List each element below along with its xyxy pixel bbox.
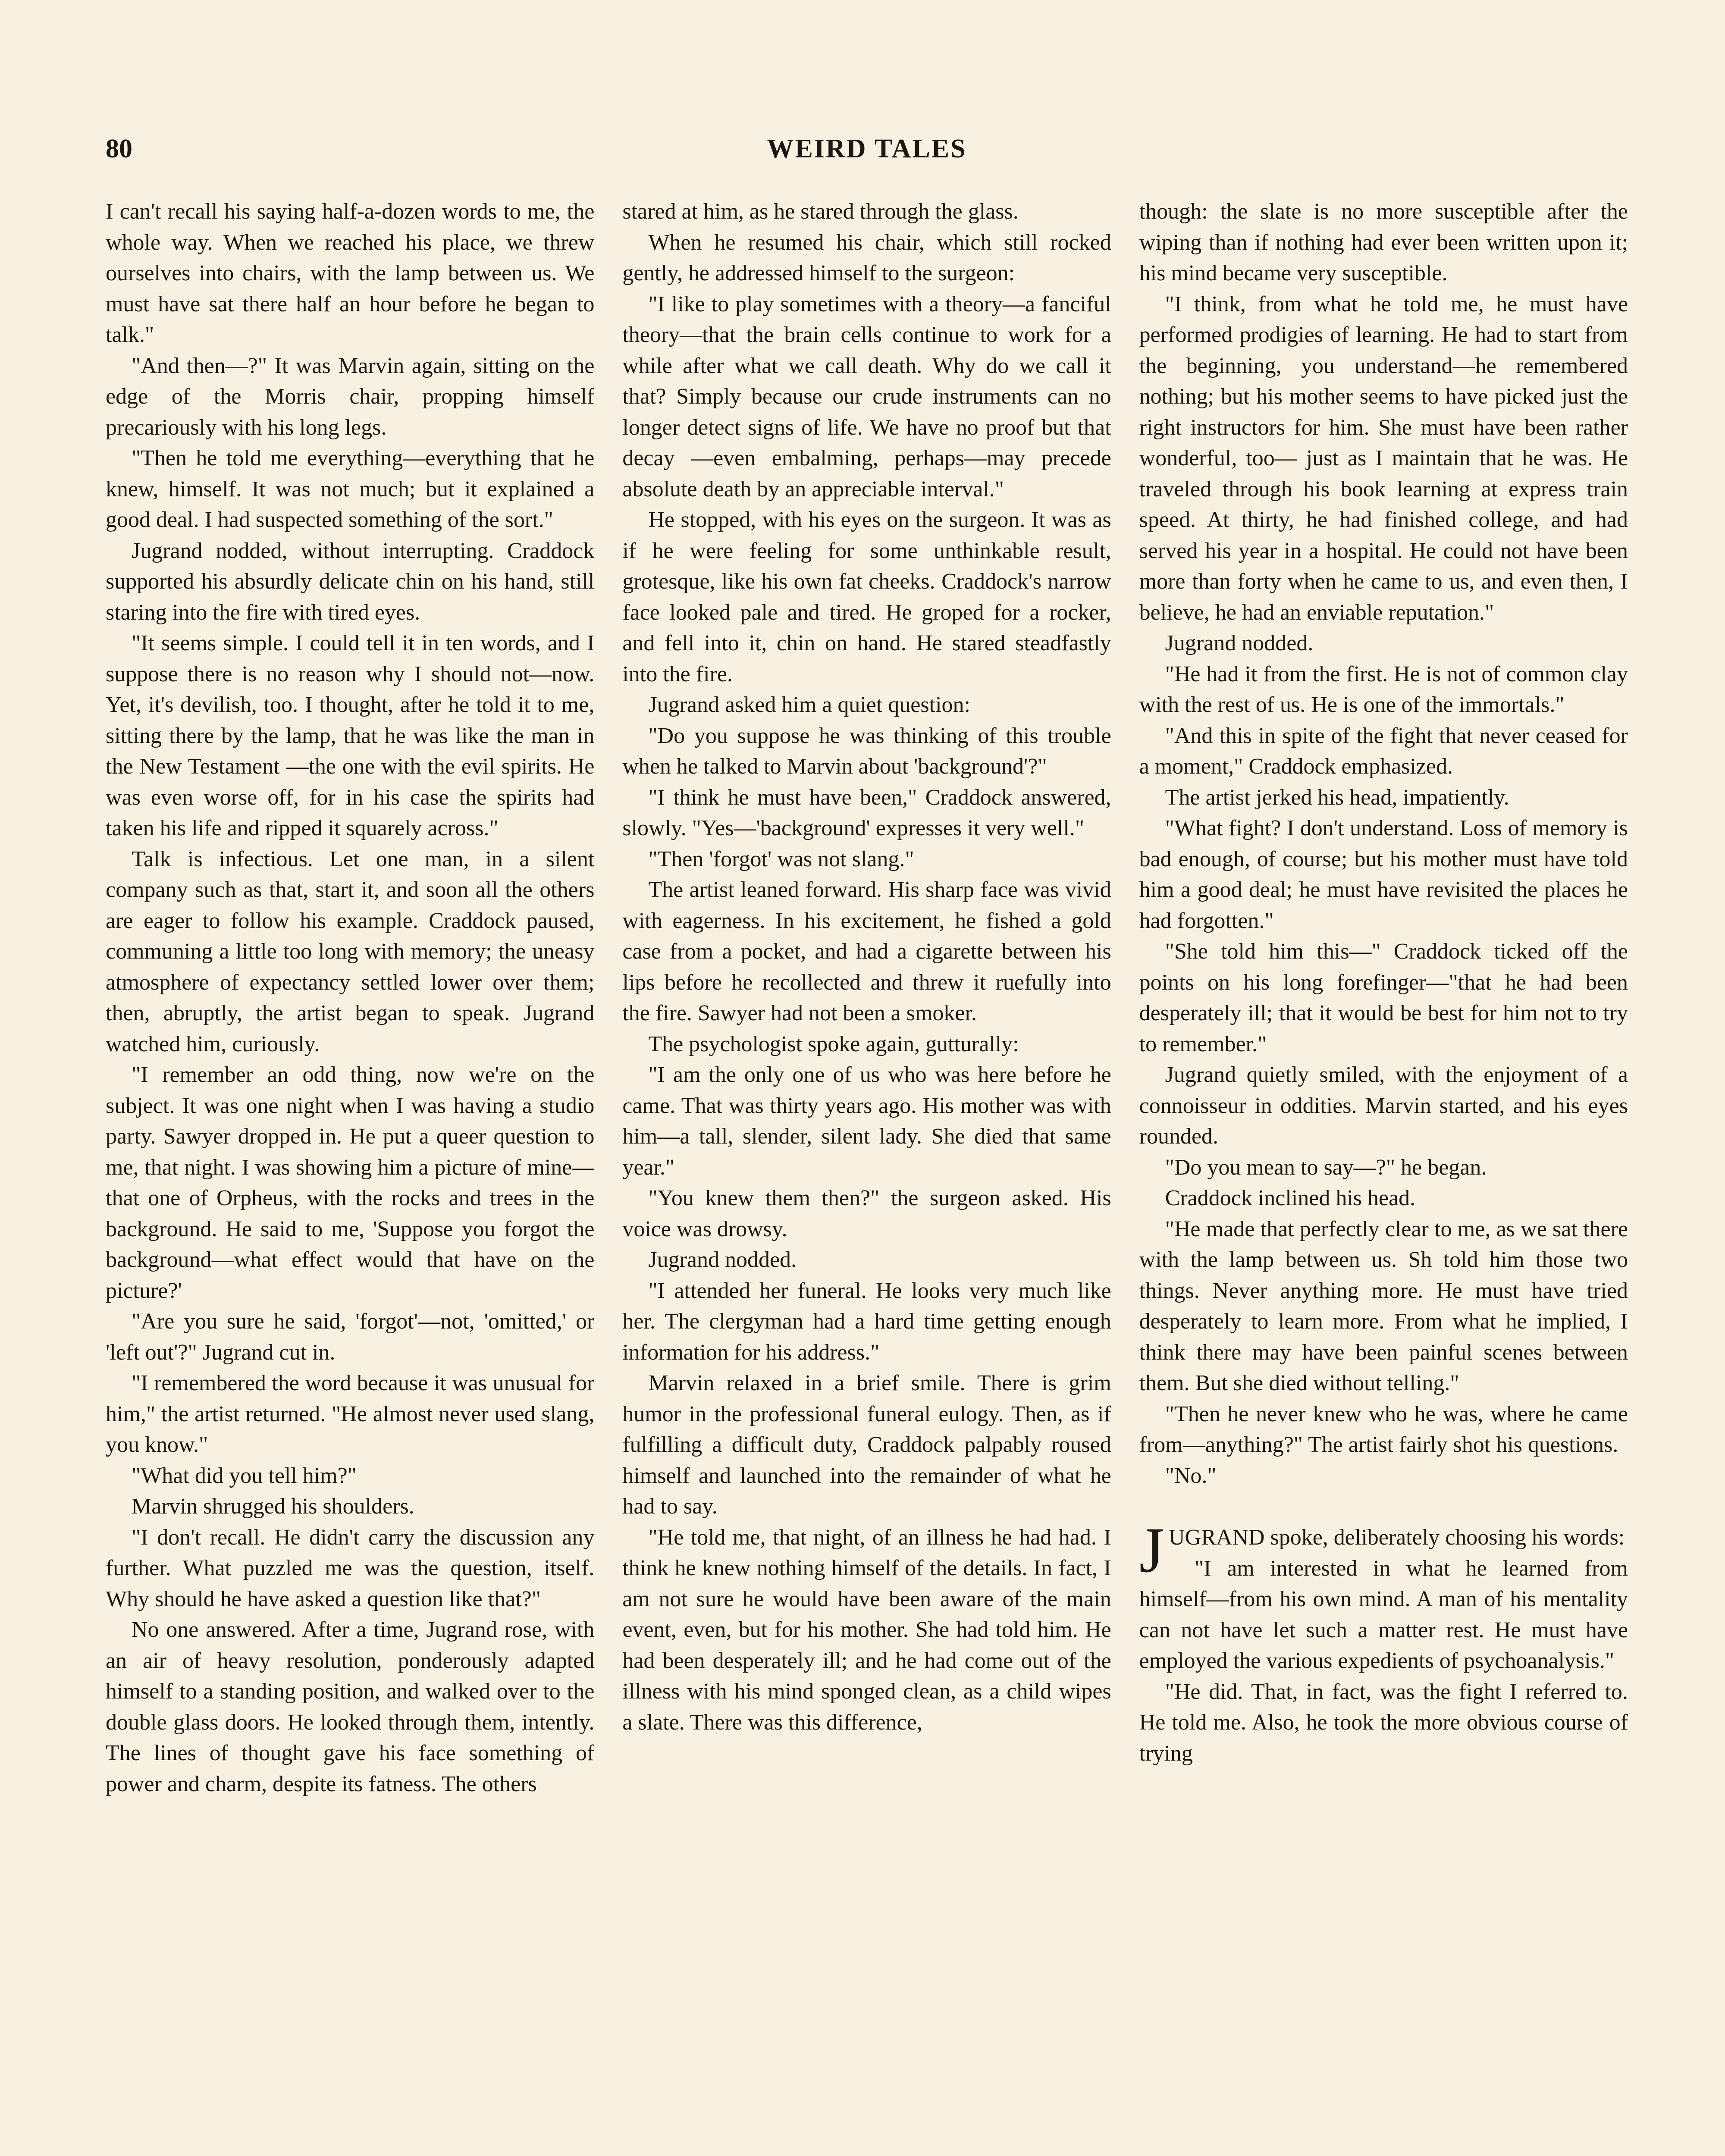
paragraph-text: UGRAND spoke, deliberately choosing his words: [1169, 1525, 1625, 1550]
paragraph [106, 1522, 594, 1615]
paragraph [106, 1306, 594, 1368]
paragraph [106, 1059, 594, 1306]
paragraph-text: Jugrand nodded. [1165, 631, 1314, 655]
paragraph [106, 628, 594, 844]
paragraph-text: Talk is infectious. Let one man, in a silent company such as that, start it, and soon all the others are eager to follow his example. Craddock paused, communing a little too long with memory; the uneasy atmosphere of expectancy settled lower over them; then, abruptly, the artist began to speak. Jugrand watched him, curiously. [106, 846, 595, 1056]
paragraph-text: Marvin relaxed in a brief smile. There is grim humor in the professional funeral eulogy. Then, as if fulfilling a difficult duty, Craddock palpably roused himself and launched into the remainder of what he had to say. [622, 1371, 1111, 1519]
paragraph [1139, 813, 1628, 936]
paragraph-text: "She told him this—" Craddock ticked off the points on his long forefinger—"that he had been desperately ill; that it would be best for him not to try to remember." [1139, 939, 1628, 1056]
paragraph-text: Jugrand quietly smiled, with the enjoyment of a connoisseur in oddities. Marvin started, and his eyes rounded. [1139, 1062, 1628, 1149]
paragraph [1139, 196, 1628, 289]
paragraph [622, 689, 1111, 721]
paragraph-text: When he resumed his chair, which still rocked gently, he addressed himself to the surgeon: [622, 230, 1111, 285]
paragraph-text: "You knew them then?" the surgeon asked. His voice was drowsy. [622, 1186, 1111, 1241]
paragraph [622, 1522, 1111, 1738]
paragraph [106, 443, 594, 536]
paragraph-text: "He told me, that night, of an illness he had had. I think he knew nothing himself of the details. In fact, I am not sure he would have been aware of the main event, even, but for his mother. She had told him. He had been desperately ill; and he had come out of the illness with his mind sponged clean, as a child wipes a slate. There was this difference, [622, 1525, 1111, 1735]
paragraph [1139, 628, 1628, 659]
paragraph [1139, 1553, 1628, 1677]
paragraph-text: "I think, from what he told me, he must have performed prodigies of learning. He had to start from the beginning, you understand—he remembered nothing; but his mother seems to have picked just the right instructors for him. She must have been rather wonderful, too— just as I maintain that he was. He traveled through his book learning at express train speed. At thirty, he had finished college, and had served his year in a hospital. He could not have been more than forty when he came to us, and even then, I believe, he had an enviable reputation." [1139, 291, 1628, 625]
paragraph [622, 874, 1111, 1029]
paragraph [1139, 721, 1628, 782]
column-2 [622, 196, 1111, 2156]
paragraph-text: "Are you sure he said, 'forgot'—not, 'omitted,' or 'left out'?" Jugrand cut in. [106, 1309, 595, 1365]
paragraph [1139, 936, 1628, 1059]
paragraph-text: "Then 'forgot' was not slang." [648, 846, 914, 871]
paragraph-text: stared at him, as he stared through the glass. [622, 199, 1019, 224]
paragraph [622, 1244, 1111, 1275]
paragraph [1139, 1460, 1628, 1492]
paragraph-text: "Do you mean to say—?" he began. [1165, 1155, 1487, 1180]
paragraph-text: "And this in spite of the fight that never ceased for a moment," Craddock emphasized. [1139, 723, 1628, 779]
paragraph-text: Jugrand nodded, without interrupting. Craddock supported his absurdly delicate chin on his hand, still staring into the fire with tired eyes. [106, 538, 595, 625]
paragraph [106, 1491, 594, 1522]
paragraph [1139, 1183, 1628, 1214]
paragraph [1139, 289, 1628, 628]
paragraph [1139, 1399, 1628, 1460]
paragraph-text: "Then he never knew who he was, where he came from—anything?" The artist fairly shot his questions. [1139, 1401, 1628, 1457]
paragraph-text: "And then—?" It was Marvin again, sitting on the edge of the Morris chair, propping himself precariously with his long legs. [106, 353, 595, 440]
paragraph [622, 844, 1111, 875]
paragraph-text: The artist leaned forward. His sharp face was vivid with eagerness. In his excitement, he fished a gold case from a pocket, and had a cigarette between his lips before he recollected and threw it ruefully into the fire. Sawyer had not been a smoker. [622, 877, 1111, 1025]
paragraph-text: I can't recall his saying half-a-dozen words to me, the whole way. When we reached his place, we threw ourselves into chairs, with the lamp between us. We must have sat there half an hour before he began to talk." [106, 199, 595, 347]
paragraph-text: Jugrand asked him a quiet question: [648, 693, 970, 717]
paragraph-text: "I don't recall. He didn't carry the discussion any further. What puzzled me was the question, itself. Why should he have asked a question like that?" [106, 1525, 595, 1611]
paragraph-text: "No." [1165, 1463, 1217, 1488]
paragraph [1139, 659, 1628, 721]
paragraph [622, 505, 1111, 689]
paragraph [622, 1183, 1111, 1244]
paragraph [106, 1368, 594, 1460]
paragraph [622, 721, 1111, 782]
paragraph-text: "What did you tell him?" [132, 1463, 357, 1488]
paragraph-text: "I like to play sometimes with a theory—a fanciful theory—that the brain cells continue to work for a while after what we call death. Why do we call it that? Simply because our crude instruments can no longer detect signs of life. We have no proof but that decay —even embalming, perhaps—may precede absolute death by an appreciable interval." [622, 291, 1111, 501]
paragraph [106, 844, 594, 1060]
column-1 [106, 196, 594, 2156]
paragraph [106, 536, 594, 628]
text-columns [106, 196, 1628, 2156]
paragraph-text: "I remember an odd thing, now we're on the subject. It was one night when I was having a studio party. Sawyer dropped in. He put a queer question to me, that night. I was showing him a picture of mine—that one of Orpheus, with the rocks and trees in the background. He said to me, 'Suppose you forgot the background—what effect would that have on the picture?' [106, 1062, 595, 1303]
drop-cap: J [1139, 1514, 1165, 1586]
paragraph-text: "He had it from the first. He is not of common clay with the rest of us. He is one of the immortals." [1139, 661, 1628, 717]
column-3 [1139, 196, 1628, 2156]
paragraph-text: "I am the only one of us who was here before he came. That was thirty years ago. His mother was with him—a tall, slender, silent lady. She died that same year." [622, 1062, 1111, 1180]
paragraph-text: "I think he must have been," Craddock answered, slowly. "Yes—'background' expresses it very well." [622, 785, 1111, 840]
paragraph-text: Craddock inclined his head. [1165, 1186, 1416, 1210]
paragraph-text: "I remembered the word because it was unusual for him," the artist returned. "He almost never used slang, you know." [106, 1371, 595, 1457]
paragraph [1139, 782, 1628, 813]
paragraph [1139, 1152, 1628, 1183]
paragraph [1139, 1514, 1628, 1586]
paragraph [106, 1614, 594, 1799]
running-title: WEIRD TALES [767, 134, 967, 163]
paragraph-text: "He made that perfectly clear to me, as we sat there with the lamp between us. Sh told him those two things. Never anything more. He must have tried desperately to learn more. From what he implied, I think there may have been painful scenes between them. But she died without telling." [1139, 1216, 1628, 1395]
paragraph-text: "Do you suppose he was thinking of this trouble when he talked to Marvin about 'background'?" [622, 723, 1111, 779]
paragraph [622, 1059, 1111, 1183]
page-header [106, 129, 1628, 177]
paragraph-text: The artist jerked his head, impatiently. [1165, 785, 1509, 810]
paragraph-text: Jugrand nodded. [648, 1247, 797, 1272]
page-number: 80 [106, 134, 132, 163]
paragraph [622, 782, 1111, 844]
paragraph [1139, 1059, 1628, 1152]
paragraph [622, 227, 1111, 289]
paragraph-text: "I attended her funeral. He looks very much like her. The clergyman had a hard time getting enough information for his address." [622, 1278, 1111, 1365]
paragraph-text: though: the slate is no more susceptible after the wiping than if nothing had ever been written upon it; his mind became very susceptible. [1139, 199, 1628, 285]
paragraph-text: "He did. That, in fact, was the fight I referred to. He told me. Also, he took the more obvious course of trying [1139, 1679, 1628, 1766]
paragraph-text: "It seems simple. I could tell it in ten words, and I suppose there is no reason why I should not—now. Yet, it's devilish, too. I thought, after he told it to me, sitting there by the lamp, that he was like the man in the New Testament —the one with the evil spirits. He was even worse off, for in his case the spirits had taken his life and ripped it squarely across." [106, 631, 595, 840]
paragraph [622, 1275, 1111, 1368]
paragraph [622, 1029, 1111, 1060]
paragraph-text: "What fight? I don't understand. Loss of memory is bad enough, of course; but his mother must have told him a good deal; he must have revisited the places he had forgotten." [1139, 816, 1628, 933]
paragraph-text: The psychologist spoke again, gutturally: [648, 1031, 1019, 1056]
paragraph-text: "Then he told me everything—everything that he knew, himself. It was not much; but it explained a good deal. I had suspected something of the sort." [106, 446, 595, 532]
paragraph [622, 1368, 1111, 1522]
paragraph-text: He stopped, with his eyes on the surgeon. It was as if he were feeling for some unthinkable result, grotesque, like his own fat cheeks. Craddock's narrow face looked pale and tired. He groped for a rocker, and fell into it, chin on hand. He stared steadfastly into the fire. [622, 508, 1111, 686]
paragraph [622, 289, 1111, 505]
paragraph-text: No one answered. After a time, Jugrand rose, with an air of heavy resolution, ponderously adapted himself to a standing position, and walked over to the double glass doors. He looked through them, intently. The lines of thought gave his face something of power and charm, despite its fatness. The others [106, 1617, 595, 1796]
paragraph [622, 196, 1111, 227]
paragraph [106, 196, 594, 351]
paragraph-text: "I am interested in what he learned from himself—from his own mind. A man of his mentality can not have let such a matter rest. He must have employed the various expedients of psychoanalysis." [1139, 1556, 1628, 1673]
paragraph [106, 351, 594, 443]
paragraph-text: Marvin shrugged his shoulders. [132, 1494, 414, 1519]
paragraph [106, 1460, 594, 1492]
paragraph [1139, 1214, 1628, 1399]
paragraph [1139, 1677, 1628, 1769]
